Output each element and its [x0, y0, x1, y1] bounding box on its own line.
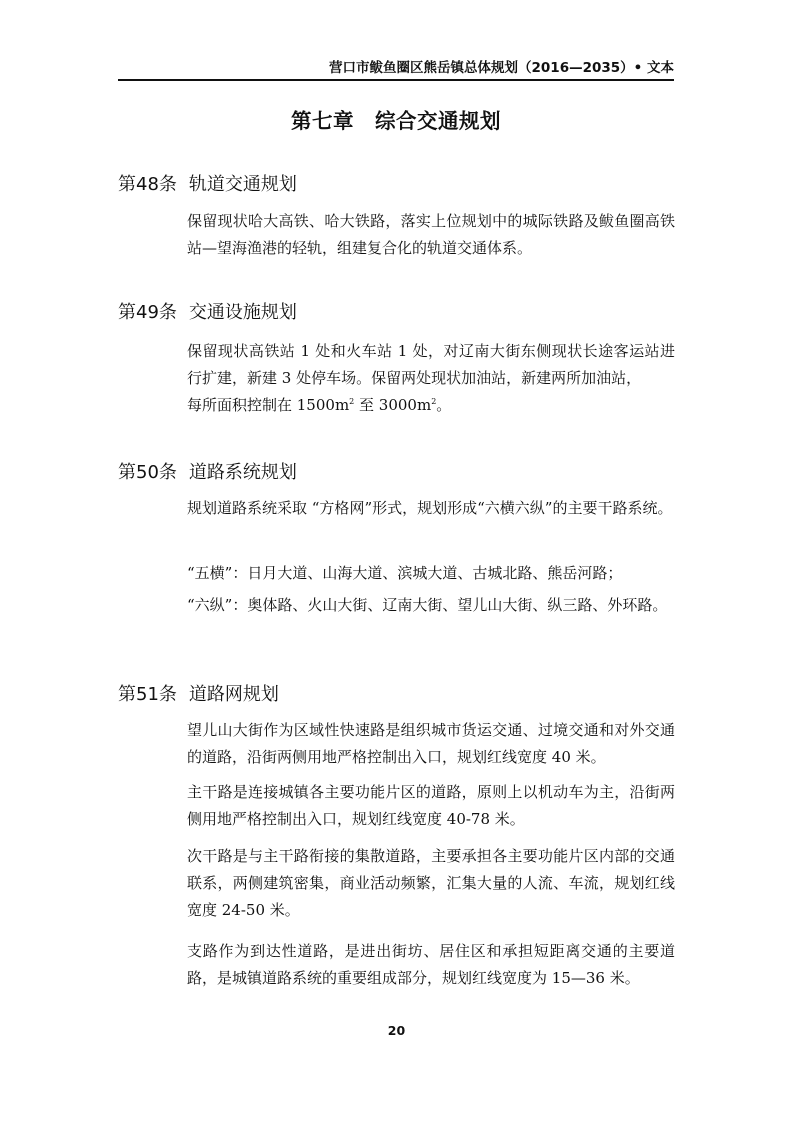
article-paragraph: 次干路是与主干路衔接的集散道路，主要承担各主要功能片区内部的交通联系，两侧建筑密集，商业活动频繁，汇集大量的人流、车流，规划红线宽度 24-50 米。 [187, 847, 675, 919]
article-number: 第51条 [118, 684, 177, 705]
area-text-middle: 至 3000m [354, 396, 432, 414]
article-title: 道路系统规划 [188, 462, 297, 483]
article-paragraph: 望儿山大街作为区域性快速路是组织城市货运交通、过境交通和对外交通的道路，沿街两侧用地严格控制出入口，规划红线宽度 40 米。 [187, 721, 675, 766]
area-text-end: 。 [436, 396, 452, 414]
article-paragraph: “六纵”：奥体路、火山大街、辽南大街、望儿山大街、纵三路、外环路。 [187, 596, 668, 614]
area-unit-superscript: 2 [349, 397, 355, 406]
area-text-start: 每所面积控制在 1500m [187, 396, 350, 414]
area-unit-superscript: 2 [431, 397, 437, 406]
article-number: 第48条 [118, 174, 177, 195]
page-number: 20 [387, 1023, 406, 1038]
article-heading [118, 298, 297, 324]
article-paragraph-area-limits [187, 392, 675, 419]
article-paragraph: 支路作为到达性道路，是进出街坊、居住区和承担短距离交通的主要道路，是城镇道路系统的重要组成部分，规划红线宽度为 15—36 米。 [187, 942, 675, 987]
article-paragraph: 保留现状高铁站 1 处和火车站 1 处，对辽南大街东侧现状长途客运站进行扩建，新建 3 处停车场。保留两处现状加油站，新建两所加油站， [187, 342, 675, 387]
article-number: 第50条 [118, 462, 177, 483]
article-title: 交通设施规划 [188, 302, 297, 323]
article-heading [118, 458, 297, 484]
article-title: 道路网规划 [188, 684, 279, 705]
header-divider [118, 79, 674, 81]
article-number: 第49条 [118, 302, 177, 323]
running-header: 营口市鲅鱼圈区熊岳镇总体规划（2016—2035）• 文本 [329, 60, 674, 76]
article-paragraph: “五横”：日月大道、山海大道、滨城大道、古城北路、熊岳河路； [187, 564, 623, 582]
chapter-title: 第七章 综合交通规划 [291, 109, 501, 133]
article-paragraph: 保留现状哈大高铁、哈大铁路，落实上位规划中的城际铁路及鲅鱼圈高铁站—望海渔港的轻轨，组建复合化的轨道交通体系。 [187, 212, 675, 257]
article-paragraph: 主干路是连接城镇各主要功能片区的道路，原则上以机动车为主，沿街两侧用地严格控制出入口，规划红线宽度 40-78 米。 [187, 783, 675, 828]
article-title: 轨道交通规划 [188, 174, 297, 195]
article-heading [118, 680, 279, 706]
article-paragraph: 规划道路系统采取 “方格网”形式，规划形成“六横六纵”的主要干路系统。 [187, 499, 673, 517]
article-heading [118, 170, 297, 196]
